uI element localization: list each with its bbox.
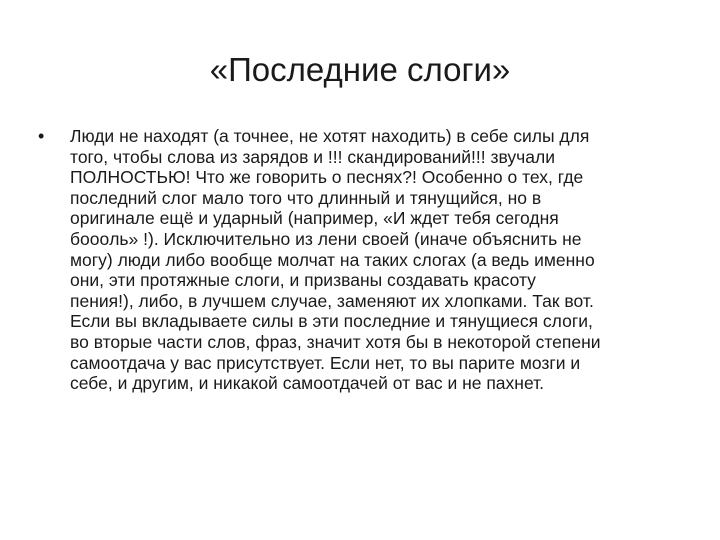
bullet-line: последний слог мало того что длинный и тянущийся, но в xyxy=(70,187,542,208)
bullet-line: самоотдача у вас присутствует. Если нет, то вы парите мозги и xyxy=(70,352,581,373)
bullet-line: Люди не находят (а точнее, не хотят находить) в себе силы для xyxy=(70,126,590,146)
bullet-text xyxy=(70,126,684,394)
bullet-line: оригинале ещё и ударный (например, «И ждет тебя сегодня xyxy=(70,208,559,229)
bullet-line: пения!), либо, в лучшем случае, заменяют их хлопками. Так вот. xyxy=(70,290,594,311)
bullet-line: себе, и другим, и никакой самоотдачей от вас и не пахнет. xyxy=(70,373,545,394)
bullet-line: бoooль» !). Исключительно из лени своей (иначе объяснить не xyxy=(70,228,582,249)
bullet-line: во вторые части слов, фраз, значит хотя бы в некоторой степени xyxy=(70,331,601,352)
bullet-dot-icon: • xyxy=(38,126,45,146)
slide-body xyxy=(36,126,684,394)
bullet-item xyxy=(36,126,684,394)
bullet-line: они, эти протяжные слоги, и призваны создавать красоту xyxy=(70,270,536,291)
bullet-line: Если вы вкладываете силы в эти последние и тянущиеся слоги, xyxy=(70,311,593,332)
bullet-line: ПОЛНОСТЬЮ! Что же говорить о песнях?! Особенно о тех, где xyxy=(70,167,584,188)
bullet-line: могу) люди либо вообще молчат на таких слогах (а ведь именно xyxy=(70,249,595,270)
slide-title: «Последние слоги» xyxy=(209,51,511,88)
bullet-line: того, чтобы слова из зарядов и !!! скандирований!!! звучали xyxy=(70,146,556,167)
